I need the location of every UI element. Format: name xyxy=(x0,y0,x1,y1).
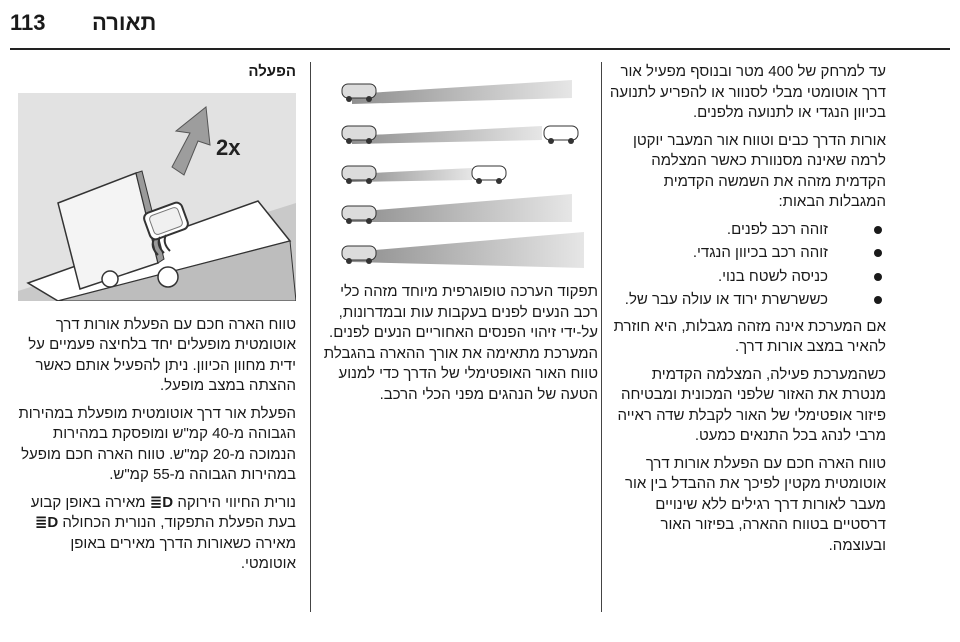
section-heading: הפעלה xyxy=(248,63,296,80)
body-paragraph: עד למרחק של 400 מטר ובנוסף מפעיל אור דרך אוטומטי מבלי לסנוור או להפריע לתנועה בכיוון הנגדי או לתנועה מלפנים. xyxy=(609,63,886,121)
list-item: זוהה רכב לפנים. xyxy=(604,220,886,241)
body-paragraph: הפעלת אור דרך אוטומטית מופעלת במהירות הגבוהה מ-40 קמ"ש ומופסקת במהירות הנמוכה מ-20 קמ"ש. טווח הארה חכם מופעל במהירות הגבוהה מ-55 קמ"ש. xyxy=(18,404,296,483)
conditions-list xyxy=(604,220,886,311)
left-column xyxy=(18,62,296,582)
page-title: תאורה xyxy=(92,10,157,35)
column-divider xyxy=(601,62,602,612)
column-divider xyxy=(310,62,311,612)
page-number: 113 xyxy=(10,10,46,35)
indicator-text: נורית החיווי הירוקה xyxy=(177,493,296,511)
stalk-figure xyxy=(18,93,296,301)
body-paragraph: טווח הארה חכם עם הפעלת אורות דרך אוטומטית מקטין לפיכך את ההבדל בין אור מעבר לאורות דרך רגילים ללא שינויים דרסטיים בטווח ההארה, בפיזור האור ובעוצמה. xyxy=(624,454,886,554)
body-paragraph: כשהמערכת פעילה, המצלמה הקדמית מנטרת את האזור שלפני המכונית ומבטיחה פיזור אופטימלי של האור לקבלת שדה ראייה מרבי לנהג בכל התנאים כמעט. xyxy=(617,365,886,444)
stalk-illustration xyxy=(18,93,296,301)
high-beam-assist-green-icon: ≣D xyxy=(149,493,174,511)
press-twice-label: 2x xyxy=(216,134,241,160)
indicator-paragraph xyxy=(18,493,296,575)
body-paragraph: טווח הארה חכם עם הפעלת אורות דרך אוטומטית מופעלים יחד בלחיצה פעמיים על ידית מחוון הכיוון. ניתן להפעיל אותם כאשר ההצתה במצב מופעל. xyxy=(28,315,296,394)
beam-patterns-illustration xyxy=(322,62,598,272)
indicator-text: מאירה באופן קבוע בעת הפעלת התפקוד, הנורית הכחולה xyxy=(30,493,296,531)
body-paragraph: אורות הדרך כבים וטווח אור המעבר יוקטן לרמה שאינה מסנוורת כאשר המצלמה הקדמית מזהה את השמשה הקדמית המגבלות הבאות: xyxy=(632,131,886,210)
list-item: זוהה רכב בכיוון הנגדי. xyxy=(604,243,886,264)
middle-column xyxy=(322,62,598,412)
list-item: כששרשרת ירוד או עולה עבר של. xyxy=(604,290,886,311)
high-beam-blue-icon: ≣D xyxy=(34,514,59,531)
right-column xyxy=(604,62,886,563)
body-paragraph: אם המערכת אינה מזהה מגבלות, היא חוזרת להאיר במצב אורות דרך. xyxy=(613,317,886,355)
road-beam-figure xyxy=(322,62,598,272)
indicator-text: מאירה כשאורות הדרך מאירים באופן אוטומטי. xyxy=(70,534,296,572)
header-rule xyxy=(10,48,950,50)
body-paragraph: תפקוד הערכה טופוגרפית מיוחד מזהה כלי רכב הנעים לפנים בעקבות עות ובמדרונות, על-ידי זיהוי הפנסים האחוריים הנעים לפנים. המערכת מתאימה את אורך ההארה בהגבלת טווח האור האופטימלי של הדרך כדי למנוע הטעה של הנהגים מפני הכלי הרכב. xyxy=(323,283,598,403)
list-item: כניסה לשטח בנוי. xyxy=(604,267,886,288)
